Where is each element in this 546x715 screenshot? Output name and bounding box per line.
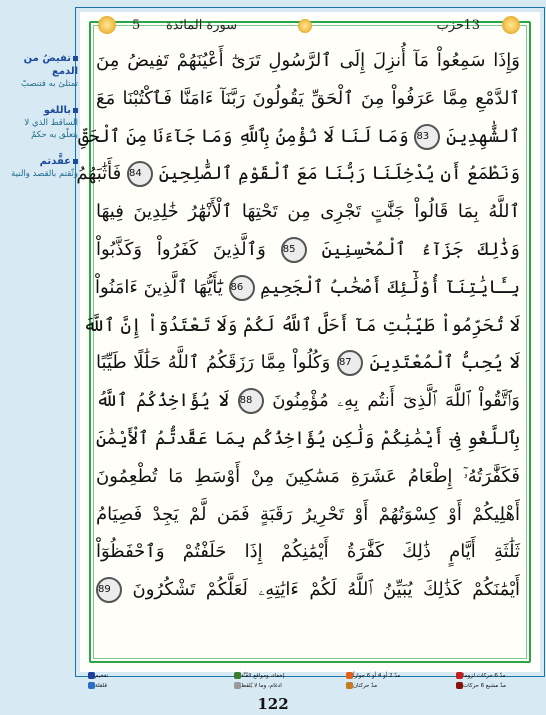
quran-line	[96, 496, 520, 534]
legend-item	[232, 682, 282, 691]
verse-number-icon: 88	[238, 388, 264, 414]
legend-item	[454, 682, 506, 691]
ayah-text: وَذَٰلِكَ جَزَآءُ ٱلْمُحْسِنِينَ	[321, 238, 520, 260]
legend-item	[232, 672, 284, 681]
bullet-icon	[73, 56, 78, 61]
glossary-definition: تمتلئ به فتنصبّ	[21, 79, 78, 89]
quran-line	[96, 420, 520, 458]
legend-swatch-icon	[88, 682, 95, 689]
quran-line	[96, 231, 520, 269]
legend-label: تفخيم	[95, 673, 109, 679]
legend-item	[86, 682, 107, 691]
legend-item	[344, 682, 377, 691]
glossary-definition: الساقط الذي لا يتعلّق به حكمٌ	[24, 118, 78, 140]
page-number: 122	[257, 695, 289, 713]
quran-line	[83, 307, 520, 345]
ayah-text: وَنَطْمَعُ أَن يُدْخِلَنَا رَبُّنَا مَعَ ٱلْقَوْمِ ٱلصَّٰلِحِينَ	[158, 163, 520, 185]
glossary-term: باللغو	[43, 105, 71, 116]
quran-line	[78, 118, 520, 156]
legend-label: قلقلة	[95, 683, 108, 689]
legend-swatch-icon	[456, 682, 463, 689]
verse-number-icon: 84	[127, 161, 153, 187]
verse-number-icon: 83	[414, 124, 440, 150]
ayah-text: وَكُلُواْ مِمَّا رَزَقَكُمُ ٱللَّهُ حَلَٰلًا طَيِّبًا	[96, 352, 331, 374]
ayah-text: يَٰٓأَيُّهَا ٱلَّذِينَ ءَامَنُواْ	[95, 276, 223, 298]
quran-line	[76, 155, 520, 193]
ayah-text: لَا يُؤَاخِذُكُمُ ٱللَّهُ	[96, 390, 230, 412]
legend-swatch-icon	[234, 682, 241, 689]
verse-number-icon: 89	[96, 577, 122, 603]
glossary-item	[4, 52, 78, 90]
ayah-text: وَإِذَا سَمِعُواْ مَآ أُنزِلَ إِلَى ٱلرَّسُولِ تَرَىٰٓ أَعْيُنَهُمْ تَفِيضُ مِنَ	[96, 50, 520, 71]
verse-number-icon: 85	[281, 237, 307, 263]
quran-line	[96, 533, 520, 571]
header-ornament-icon	[502, 16, 520, 34]
quran-line	[96, 344, 520, 382]
glossary-item	[4, 155, 78, 180]
glossary-definition: وثّقتم بالقصد والنية	[11, 169, 78, 179]
ayah-text: لَا يُحِبُّ ٱلْمُعْتَدِينَ	[369, 352, 520, 374]
quran-line	[96, 80, 520, 118]
ayah-text: ٱلشَّٰهِدِينَ	[446, 125, 520, 147]
ayah-text: فَكَفَّٰرَتُهُۥٓ إِطْعَامُ عَشَرَةِ مَسَٰكِينَ مِنْ أَوْسَطِ مَا تُطْعِمُونَ	[96, 465, 520, 487]
ayah-text: بِٱللَّغْوِ فِىٓ أَيْمَٰنِكُمْ وَلَٰكِن يُؤَاخِذُكُم بِمَا عَقَّدتُّمُ ٱلْأَيْمَٰنَ	[96, 427, 520, 449]
ayah-text: وَمَا لَنَا لَا نُؤْمِنُ بِٱللَّهِ وَمَا جَآءَنَا مِنَ ٱلْحَقِّ	[78, 125, 409, 147]
legend-swatch-icon	[346, 672, 353, 679]
legend-swatch-icon	[88, 672, 95, 679]
legend-label: مدّ مشبع 6 حركات	[463, 683, 506, 689]
header-center-ornament-icon	[298, 19, 312, 33]
ayah-text: أَيْمَٰنَكُمْ كَذَٰلِكَ يُبَيِّنُ ٱللَّهُ لَكُمْ ءَايَٰتِهِۦ لَعَلَّكُمْ تَشْكُرُونَ	[132, 579, 520, 601]
ayah-text: ٱلدَّمْعِ مِمَّا عَرَفُواْ مِنَ ٱلْحَقِّ يَقُولُونَ رَبَّنَآ ءَامَنَّا فَٱكْتُبْنَا مَعَ	[96, 87, 520, 109]
legend-label: مدّ 2 أو 4 أو 6 جوازاً	[353, 673, 401, 679]
ayah-text: ثَلَٰثَةِ أَيَّامٍ ذَٰلِكَ كَفَّٰرَةُ أَيْمَٰنِكُمْ إِذَا حَلَفْتُمْ وَٱحْفَظُوٓاْ	[96, 541, 520, 563]
ayah-text: بِـَٔايَٰتِنَآ أُوْلَٰٓئِكَ أَصْحَٰبُ ٱلْجَحِيمِ	[260, 276, 520, 298]
verse-number-icon: 86	[229, 275, 255, 301]
ayah-text: وَٱلَّذِينَ كَفَرُواْ وَكَذَّبُواْ	[96, 238, 266, 260]
quran-line	[96, 382, 520, 420]
legend-label: مدّ 6 حركات لزوما	[463, 673, 506, 679]
legend-swatch-icon	[456, 672, 463, 679]
legend-label: مدّ حركتان	[353, 683, 378, 689]
quran-line	[96, 571, 520, 609]
legend-label: إخفاء، ومواقع الغُنَّة	[241, 673, 285, 679]
legend-item	[454, 672, 506, 681]
sura-title: سورة المائدة	[166, 18, 238, 33]
quran-line	[96, 42, 520, 80]
bullet-icon	[73, 159, 78, 164]
ayah-text: لَا تُحَرِّمُواْ طَيِّبَٰتِ مَآ أَحَلَّ ٱللَّهُ لَكُمْ وَلَا تَعْتَدُوٓاْ إِنَّ ٱللَّهَ	[83, 314, 520, 336]
quran-line	[96, 458, 520, 496]
hizb-label: حزب	[436, 18, 464, 33]
ayah-text: ٱللَّهُ بِمَا قَالُواْ جَنَّٰتٍ تَجْرِى مِن تَحْتِهَا ٱلْأَنْهَٰرُ خَٰلِدِينَ فِيهَا	[96, 201, 520, 223]
tajweed-legend	[82, 672, 534, 692]
glossary-term: عقَّدتم	[39, 156, 71, 167]
glossary-sidebar	[4, 52, 78, 194]
quran-text	[76, 42, 520, 609]
ayah-text: فَأَثَٰبَهُمُ	[76, 163, 122, 185]
hizb-number: 13	[463, 18, 480, 33]
legend-item	[344, 672, 400, 681]
glossary-item	[4, 104, 78, 141]
sura-number: 5	[132, 18, 141, 33]
quran-line	[96, 269, 520, 307]
bullet-icon	[73, 108, 78, 113]
legend-item	[86, 672, 108, 681]
ayah-text: وَٱتَّقُواْ ٱللَّهَ ٱلَّذِىٓ أَنتُم بِهِۦ مُؤْمِنُونَ	[272, 390, 520, 412]
verse-number-icon: 87	[337, 350, 363, 376]
quran-line	[96, 193, 520, 231]
legend-swatch-icon	[346, 682, 353, 689]
legend-label: ادغام، وما لا يُلفَظ	[241, 683, 282, 689]
glossary-term: تفيضُ من الدمع	[23, 53, 78, 77]
page-header	[88, 16, 528, 38]
legend-swatch-icon	[234, 672, 241, 679]
header-ornament-icon	[98, 16, 116, 34]
ayah-text: أَهْلِيكُمْ أَوْ كِسْوَتُهُمْ أَوْ تَحْرِيرُ رَقَبَةٍ فَمَن لَّمْ يَجِدْ فَصِيَامُ	[96, 503, 520, 525]
